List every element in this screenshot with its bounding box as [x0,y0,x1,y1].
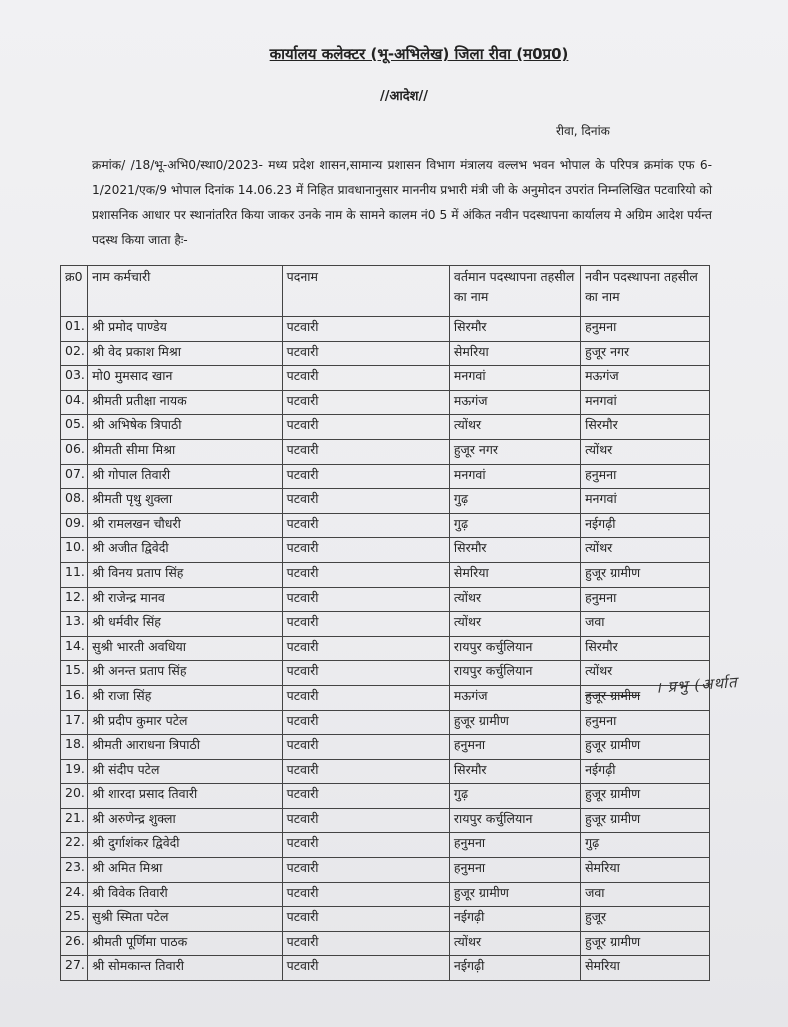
header-employee-name: नाम कर्मचारी [88,266,282,317]
cell-employee-name: श्री संदीप पटेल [88,759,282,784]
cell-employee-name: श्री अभिषेक त्रिपाठी [88,415,282,440]
cell-current-posting: हनुमना [449,735,580,760]
cell-employee-name: श्रीमती आराधना त्रिपाठी [88,735,282,760]
table-row [61,562,710,587]
cell-current-posting: मऊगंज [449,685,580,710]
cell-serial: 14. [61,636,88,661]
header-serial: क्र0 [61,266,88,317]
cell-current-posting: रायपुर कर्चुलियान [449,661,580,686]
cell-designation: पटवारी [282,882,449,907]
order-body-text: क्रमांक/ /18/भू-अभि0/स्था0/2023- मध्य प्रदेश शासन,सामान्य प्रशासन विभाग मंत्रालय वल्लभ भवन भोपाल के परिपत्र क्रमांक एफ 6-1/2021/एक/9 भोपाल दिनांक 14.06.23 में निहित प्रावधानानुसार माननीय प्रभारी मंत्री जी के अनुमोदन उपरांत निम्नलिखित पटवारियो को प्रशासनिक आधार पर स्थानांतरित किया जाकर उनके नाम के सामने कालम नं0 5 में अंकित नवीन पदस्थापना कार्यालय मे अग्रिम आदेश पर्यन्त पदस्थ किया जाता हैः- [92,158,712,247]
cell-employee-name: श्रीमती पृथु शुक्ला [88,489,282,514]
cell-serial: 27. [61,956,88,981]
cell-current-posting: त्योंथर [449,612,580,637]
office-title: कार्यालय कलेक्टर (भू-अभिलेख) जिला रीवा (म0प्र0) [269,45,569,63]
cell-designation: पटवारी [282,612,449,637]
handwritten-note: । प्रभु (अर्थात [654,673,739,697]
cell-new-posting: मऊगंज [581,366,710,391]
cell-employee-name: श्री अरुणेन्द्र शुक्ला [88,808,282,833]
table-row [61,612,710,637]
cell-designation: पटवारी [282,439,449,464]
cell-new-posting: हुजूर ग्रामीण [581,931,710,956]
cell-current-posting: सिरमौर [449,759,580,784]
table-row [61,858,710,883]
cell-serial: 18. [61,735,88,760]
table-row [61,661,710,686]
cell-serial: 06. [61,439,88,464]
table-row [61,956,710,981]
cell-serial: 24. [61,882,88,907]
cell-designation: पटवारी [282,661,449,686]
cell-employee-name: सुश्री स्मिता पटेल [88,907,282,932]
cell-current-posting: गुढ़ [449,784,580,809]
cell-designation: पटवारी [282,317,449,342]
table-row [61,341,710,366]
cell-designation: पटवारी [282,415,449,440]
cell-new-posting: हनुमना [581,464,710,489]
cell-serial: 13. [61,612,88,637]
table-row [61,759,710,784]
table-header-row [61,266,710,317]
cell-new-posting: नईगढ़ी [581,759,710,784]
table-row [61,513,710,538]
cell-serial: 04. [61,390,88,415]
cell-new-posting: हुजूर ग्रामीण [581,808,710,833]
table-row [61,784,710,809]
cell-current-posting: मऊगंज [449,390,580,415]
table-row [61,735,710,760]
cell-new-posting: हुजूर ग्रामीण [581,562,710,587]
cell-employee-name: श्री अमित मिश्रा [88,858,282,883]
cell-current-posting: त्योंथर [449,931,580,956]
cell-current-posting: मनगवां [449,464,580,489]
cell-employee-name: श्री गोपाल तिवारी [88,464,282,489]
cell-designation: पटवारी [282,587,449,612]
cell-designation: पटवारी [282,858,449,883]
cell-serial: 26. [61,931,88,956]
cell-current-posting: हनुमना [449,833,580,858]
cell-designation: पटवारी [282,735,449,760]
cell-serial: 03. [61,366,88,391]
cell-designation: पटवारी [282,390,449,415]
table-row [61,931,710,956]
cell-serial: 07. [61,464,88,489]
table-row [61,489,710,514]
cell-new-posting: हुजूर नगर [581,341,710,366]
cell-designation: पटवारी [282,538,449,563]
cell-current-posting: त्योंथर [449,587,580,612]
cell-employee-name: सुश्री भारती अवधिया [88,636,282,661]
cell-designation: पटवारी [282,907,449,932]
table-row [61,439,710,464]
cell-new-posting: मनगवां [581,489,710,514]
cell-current-posting: मनगवां [449,366,580,391]
cell-designation: पटवारी [282,464,449,489]
cell-current-posting: गुढ़ [449,489,580,514]
cell-employee-name: श्री वेद प्रकाश मिश्रा [88,341,282,366]
table-row [61,415,710,440]
cell-employee-name: श्रीमती प्रतीक्षा नायक [88,390,282,415]
cell-current-posting: हनुमना [449,858,580,883]
cell-current-posting: गुढ़ [449,513,580,538]
cell-employee-name: श्री अजीत द्विवेदी [88,538,282,563]
cell-current-posting: त्योंथर [449,415,580,440]
table-body [61,317,710,981]
cell-new-posting: हुजूर ग्रामीण [581,784,710,809]
cell-designation: पटवारी [282,513,449,538]
cell-new-posting: नईगढ़ी [581,513,710,538]
table-row [61,390,710,415]
cell-employee-name: श्री धर्मवीर सिंह [88,612,282,637]
table-row [61,317,710,342]
header-current-posting: वर्तमान पदस्थापना तहसील का नाम [449,266,580,317]
cell-new-posting: त्योंथर [581,439,710,464]
cell-employee-name: श्रीमती सीमा मिश्रा [88,439,282,464]
cell-current-posting: सेमरिया [449,562,580,587]
cell-new-posting: त्योंथर [581,538,710,563]
cell-serial: 20. [61,784,88,809]
cell-employee-name: श्री प्रमोद पाण्डेय [88,317,282,342]
cell-serial: 25. [61,907,88,932]
cell-designation: पटवारी [282,956,449,981]
table-row [61,808,710,833]
cell-current-posting: हुजूर ग्रामीण [449,882,580,907]
cell-new-posting: सिरमौर [581,636,710,661]
cell-designation: पटवारी [282,931,449,956]
cell-employee-name: श्री अनन्त प्रताप सिंह [88,661,282,686]
cell-employee-name: श्री सोमकान्त तिवारी [88,956,282,981]
cell-employee-name: श्री विवेक तिवारी [88,882,282,907]
cell-employee-name: श्री शारदा प्रसाद तिवारी [88,784,282,809]
cell-designation: पटवारी [282,341,449,366]
cell-new-posting: गुढ़ [581,833,710,858]
cell-serial: 15. [61,661,88,686]
cell-serial: 17. [61,710,88,735]
cell-serial: 01. [61,317,88,342]
cell-new-posting: हनुमना [581,317,710,342]
cell-new-posting: हुजूर ग्रामीण [581,735,710,760]
cell-designation: पटवारी [282,562,449,587]
cell-current-posting: नईगढ़ी [449,956,580,981]
cell-serial: 09. [61,513,88,538]
cell-serial: 12. [61,587,88,612]
table-row [61,882,710,907]
table-row [61,636,710,661]
cell-designation: पटवारी [282,685,449,710]
table-row [61,538,710,563]
cell-new-posting: जवा [581,882,710,907]
cell-current-posting: नईगढ़ी [449,907,580,932]
cell-employee-name: श्री दुर्गाशंकर द्विवेदी [88,833,282,858]
cell-new-posting: सेमरिया [581,956,710,981]
cell-designation: पटवारी [282,710,449,735]
table-row [61,587,710,612]
cell-new-posting: हनुमना [581,587,710,612]
cell-new-posting: हनुमना [581,710,710,735]
cell-designation: पटवारी [282,489,449,514]
cell-designation: पटवारी [282,808,449,833]
cell-serial: 23. [61,858,88,883]
cell-new-posting: जवा [581,612,710,637]
cell-serial: 22. [61,833,88,858]
cell-current-posting: हुजूर ग्रामीण [449,710,580,735]
table-row [61,907,710,932]
cell-serial: 19. [61,759,88,784]
cell-employee-name: श्रीमती पूर्णिमा पाठक [88,931,282,956]
table-row [61,833,710,858]
cell-new-posting: हुजूर [581,907,710,932]
cell-current-posting: सिरमौर [449,538,580,563]
cell-designation: पटवारी [282,759,449,784]
cell-serial: 10. [61,538,88,563]
cell-current-posting: रायपुर कर्चुलियान [449,636,580,661]
cell-employee-name: श्री रामलखन चौधरी [88,513,282,538]
cell-new-posting: हुजूर ग्रामीण [581,685,710,710]
cell-designation: पटवारी [282,784,449,809]
cell-new-posting: मनगवां [581,390,710,415]
cell-employee-name: श्री राजा सिंह [88,685,282,710]
cell-designation: पटवारी [282,636,449,661]
cell-new-posting: सेमरिया [581,858,710,883]
cell-serial: 11. [61,562,88,587]
cell-current-posting: रायपुर कर्चुलियान [449,808,580,833]
order-heading: //आदेश// [379,89,429,104]
place-date: रीवा, दिनांक [556,124,610,138]
transfer-table [60,265,710,981]
header-new-posting: नवीन पदस्थापना तहसील का नाम [581,266,710,317]
cell-serial: 16. [61,685,88,710]
cell-current-posting: हुजूर नगर [449,439,580,464]
table-row [61,366,710,391]
cell-current-posting: सेमरिया [449,341,580,366]
cell-designation: पटवारी [282,366,449,391]
cell-designation: पटवारी [282,833,449,858]
cell-employee-name: श्री प्रदीप कुमार पटेल [88,710,282,735]
cell-employee-name: मो0 मुमसाद खान [88,366,282,391]
cell-serial: 08. [61,489,88,514]
cell-employee-name: श्री विनय प्रताप सिंह [88,562,282,587]
cell-serial: 21. [61,808,88,833]
table-row [61,685,710,710]
cell-serial: 02. [61,341,88,366]
cell-current-posting: सिरमौर [449,317,580,342]
cell-employee-name: श्री राजेन्द्र मानव [88,587,282,612]
table-row [61,464,710,489]
cell-new-posting: सिरमौर [581,415,710,440]
header-designation: पदनाम [282,266,449,317]
cell-serial: 05. [61,415,88,440]
table-row [61,710,710,735]
cell-new-posting: त्योंथर [581,661,710,686]
